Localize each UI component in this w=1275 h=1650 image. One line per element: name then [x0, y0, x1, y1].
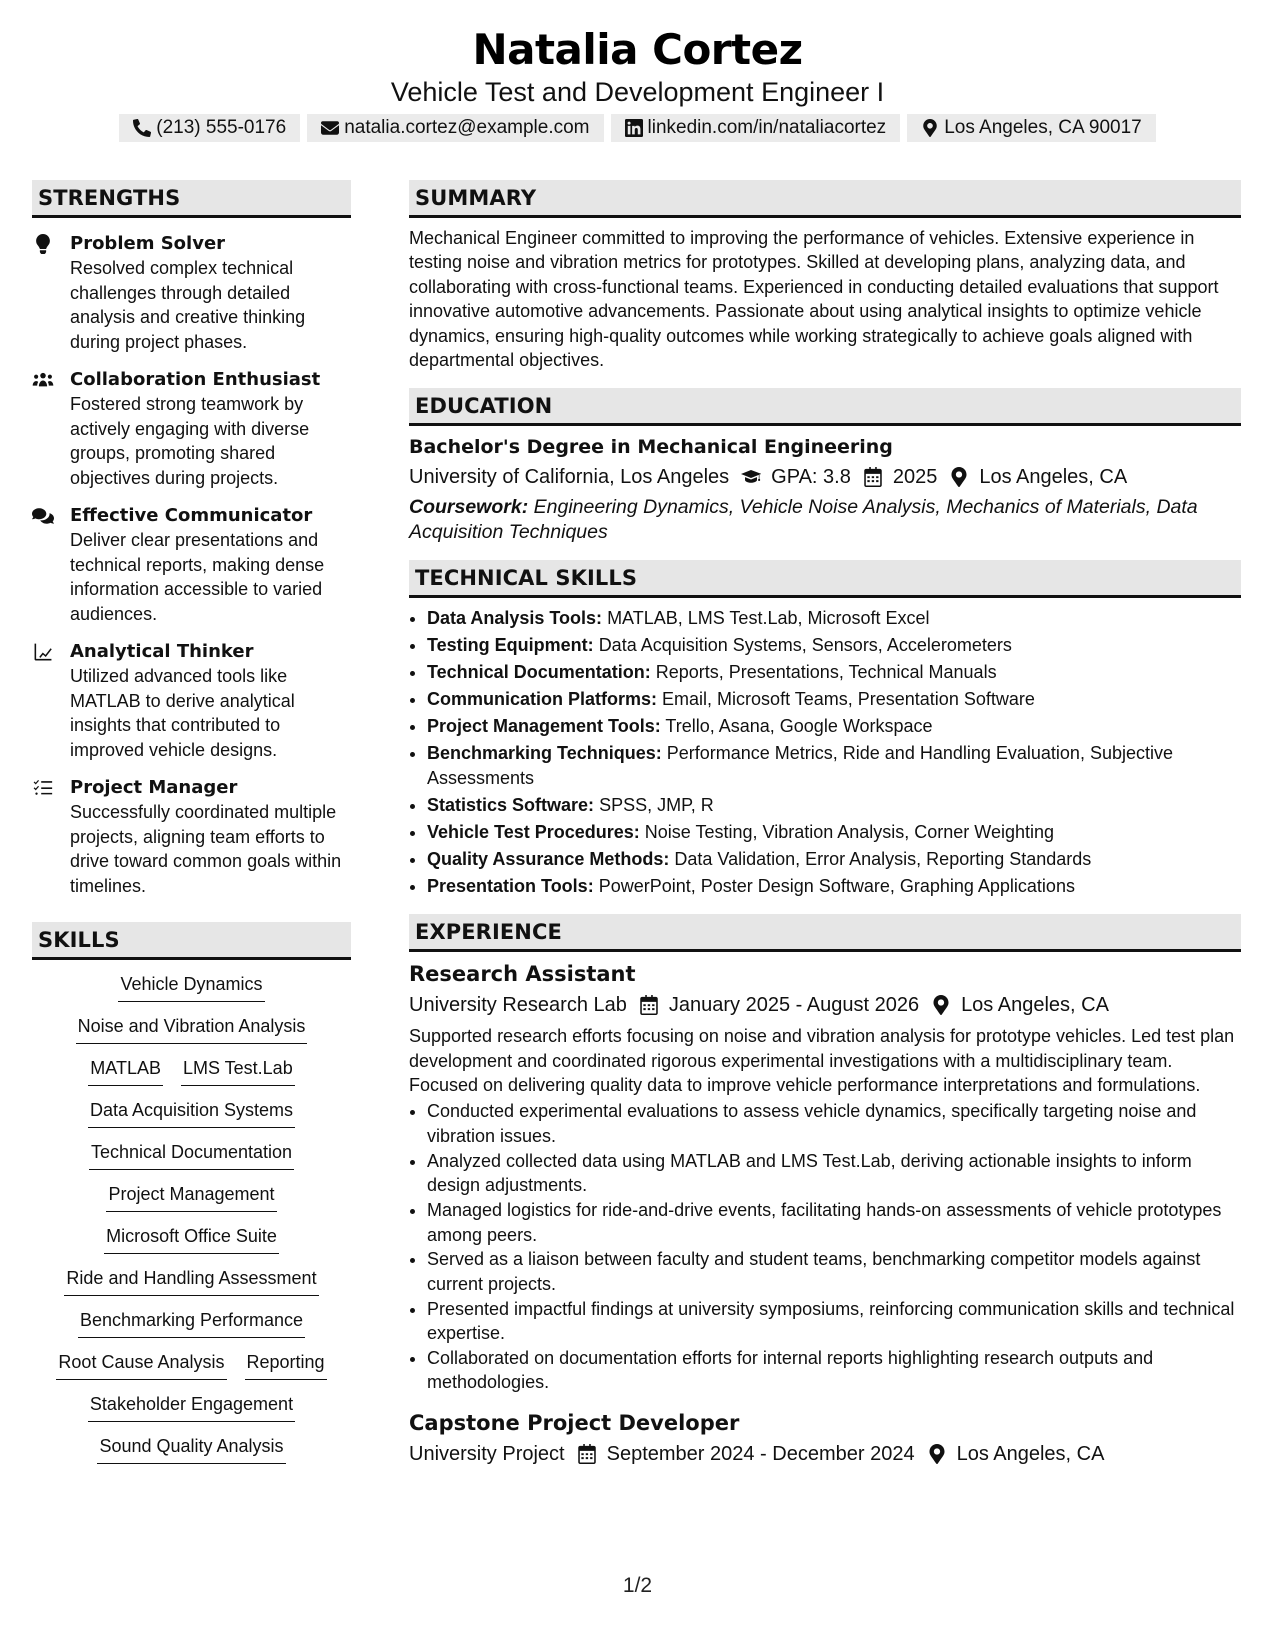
list-item: • Managed logistics for ride-and-drive events, facilitating hands-on assessments of vehicle prototypes among peers. — [427, 1198, 1241, 1247]
skill-tag: Noise and Vibration Analysis — [76, 1014, 308, 1044]
map-marker-icon — [949, 467, 969, 487]
strength-item — [32, 368, 351, 490]
job-title: Capstone Project Developer — [409, 1410, 740, 1435]
job-organization: University Project — [409, 1442, 565, 1465]
chart-line-icon — [32, 642, 54, 662]
comments-icon — [32, 506, 54, 526]
job-location: Los Angeles, CA — [956, 1442, 1105, 1465]
job-meta — [409, 1439, 1241, 1469]
strength-title: Effective Communicator — [70, 505, 313, 526]
job-summary: Supported research efforts focusing on noise and vibration analysis for prototype vehicles. Led test plan development and coordinated rigorous experimental investigations with a multidisciplinary team. Focused on delivering quality data to improve vehicle performance interpretations and formulations. — [409, 1026, 1235, 1096]
graduation-cap-icon — [741, 467, 761, 487]
linkedin-icon — [625, 119, 643, 137]
job-organization: University Research Lab — [409, 994, 627, 1017]
list-item: • Testing Equipment: Data Acquisition Systems, Sensors, Accelerometers — [427, 633, 1241, 657]
strength-description: Resolved complex technical challenges through detailed analysis and creative thinking during project phases. — [70, 258, 306, 352]
skill-tag: Project Management — [106, 1182, 276, 1212]
strength-title: Project Manager — [70, 777, 238, 798]
skill-tag: Benchmarking Performance — [78, 1308, 305, 1338]
contact-email[interactable] — [307, 114, 603, 142]
school-name: University of California, Los Angeles — [409, 466, 730, 489]
contact-phone[interactable] — [119, 114, 300, 142]
calendar-icon — [863, 467, 883, 487]
strength-title: Collaboration Enthusiast — [70, 369, 321, 390]
skill-tag: Root Cause Analysis — [56, 1350, 226, 1380]
list-item: • Technical Documentation: Reports, Presentations, Technical Manuals — [427, 660, 1241, 684]
lightbulb-icon — [32, 234, 54, 254]
contact-phone-text: (213) 555-0176 — [156, 117, 287, 138]
contact-location — [907, 114, 1156, 142]
skill-tag: LMS Test.Lab — [181, 1056, 295, 1086]
strengths-heading: STRENGTHS — [32, 180, 351, 218]
job-location: Los Angeles, CA — [961, 994, 1109, 1017]
summary-heading: SUMMARY — [409, 180, 1241, 218]
gpa: GPA: 3.8 — [771, 466, 851, 489]
technical-skills-heading: TECHNICAL SKILLS — [409, 560, 1241, 598]
education-meta — [409, 462, 1241, 492]
list-item: • Quality Assurance Methods: Data Validation, Error Analysis, Reporting Standards — [427, 847, 1241, 871]
list-item: • Benchmarking Techniques: Performance Metrics, Ride and Handling Evaluation, Subjective Assessments — [427, 741, 1241, 790]
skill-tag: MATLAB — [88, 1056, 163, 1086]
skill-tag: Stakeholder Engagement — [88, 1392, 295, 1422]
list-item: • Presentation Tools: PowerPoint, Poster Design Software, Graphing Applications — [427, 874, 1241, 898]
skill-tag: Sound Quality Analysis — [97, 1434, 285, 1464]
list-item: • Vehicle Test Procedures: Noise Testing, Vibration Analysis, Corner Weighting — [427, 820, 1241, 844]
list-item: • Presented impactful findings at university symposiums, reinforcing communication skills and technical expertise. — [427, 1297, 1241, 1346]
page-number: 1/2 — [622, 1574, 653, 1597]
education-heading: EDUCATION — [409, 388, 1241, 426]
skills-heading: SKILLS — [32, 922, 351, 960]
job-dates: January 2025 - August 2026 — [668, 994, 920, 1017]
summary-text: Mechanical Engineer committed to improving the performance of vehicles. Extensive experience in testing noise and vibration metrics for prototypes. Skilled at developing plans, analyzing data, and collaborating with cross-functional teams. Experienced in conducting detailed evaluations that support innovative automotive advancements. Passionate about using analytical insights to optimize vehicle dynamics, ensuring high-quality outcomes while working strategically to achieve goals aligned with departmental objectives. — [409, 228, 1219, 371]
list-item: • Project Management Tools: Trello, Asana, Google Workspace — [427, 714, 1241, 738]
list-item: • Communication Platforms: Email, Microsoft Teams, Presentation Software — [427, 687, 1241, 711]
job-bullets — [409, 1099, 1241, 1394]
job-meta — [409, 990, 1241, 1020]
contact-linkedin-text: linkedin.com/in/nataliacortez — [647, 117, 887, 138]
strength-item — [32, 504, 351, 626]
candidate-name: Natalia Cortez — [472, 25, 803, 74]
strength-description: Utilized advanced tools like MATLAB to derive analytical insights that contributed to improved vehicle designs. — [70, 666, 295, 760]
coursework-label: Coursework: — [409, 496, 529, 519]
skills-section — [32, 922, 351, 1464]
strength-description: Fostered strong teamwork by actively engaging with diverse groups, promoting shared objectives during projects. — [70, 394, 310, 488]
list-item: • Statistics Software: SPSS, JMP, R — [427, 793, 1241, 817]
coursework — [409, 495, 1241, 544]
contact-email-text: natalia.cortez@example.com — [344, 117, 590, 138]
strength-description: Successfully coordinated multiple projects, aligning team efforts to drive toward common goals within timelines. — [70, 802, 342, 896]
skill-tag: Vehicle Dynamics — [118, 972, 264, 1002]
job-dates: September 2024 - December 2024 — [606, 1442, 915, 1465]
strength-item — [32, 640, 351, 762]
list-item: • Conducted experimental evaluations to assess vehicle dynamics, specifically targeting noise and vibration issues. — [427, 1099, 1241, 1148]
technical-skills-list — [409, 606, 1241, 898]
skill-tag: Microsoft Office Suite — [104, 1224, 279, 1254]
contact-bar — [0, 114, 1275, 142]
skill-tag: Ride and Handling Assessment — [64, 1266, 318, 1296]
coursework-list: Engineering Dynamics, Vehicle Noise Analysis, Mechanics of Materials, Data Acquisition Techniques — [409, 496, 1198, 543]
strength-description: Deliver clear presentations and technical reports, making dense information accessible to varied audiences. — [70, 530, 325, 624]
contact-linkedin[interactable] — [611, 114, 901, 142]
users-icon — [32, 370, 54, 390]
candidate-title: Vehicle Test and Development Engineer I — [390, 77, 885, 107]
skill-tag: Data Acquisition Systems — [88, 1098, 295, 1128]
left-column — [32, 180, 351, 1464]
list-item: • Served as a liaison between faculty and student teams, benchmarking competitor models against current projects. — [427, 1247, 1241, 1296]
strength-title: Analytical Thinker — [70, 641, 254, 662]
skill-tag: Technical Documentation — [89, 1140, 294, 1170]
envelope-icon — [321, 119, 339, 137]
map-marker-icon — [921, 119, 939, 137]
calendar-icon — [577, 1444, 597, 1464]
calendar-icon — [639, 995, 659, 1015]
contact-location-text: Los Angeles, CA 90017 — [944, 117, 1142, 138]
list-item: • Data Analysis Tools: MATLAB, LMS Test.Lab, Microsoft Excel — [427, 606, 1241, 630]
phone-icon — [133, 119, 151, 137]
list-item: • Collaborated on documentation efforts for internal reports highlighting research outputs and methodologies. — [427, 1346, 1241, 1395]
map-marker-icon — [927, 1444, 947, 1464]
right-column — [409, 180, 1241, 1469]
map-marker-icon — [931, 995, 951, 1015]
experience-heading: EXPERIENCE — [409, 914, 1241, 952]
strength-item — [32, 232, 351, 354]
strength-item — [32, 776, 351, 898]
skill-tag: Reporting — [245, 1350, 327, 1380]
tasks-icon — [32, 778, 54, 798]
education-location: Los Angeles, CA — [979, 466, 1128, 489]
list-item: • Analyzed collected data using MATLAB and LMS Test.Lab, deriving actionable insights to inform design adjustments. — [427, 1149, 1241, 1198]
strength-title: Problem Solver — [70, 233, 226, 254]
graduation-year: 2025 — [892, 466, 938, 489]
degree-title: Bachelor's Degree in Mechanical Engineering — [409, 436, 893, 459]
job-title: Research Assistant — [409, 962, 636, 987]
